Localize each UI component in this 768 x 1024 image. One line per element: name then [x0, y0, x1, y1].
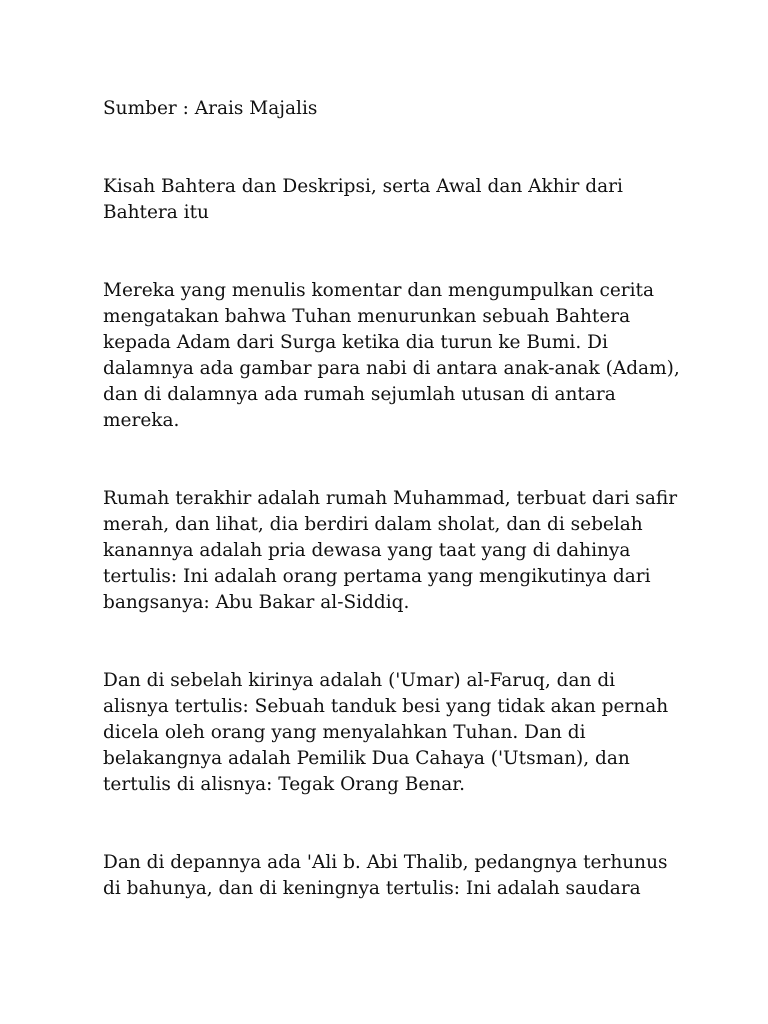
- paragraph-3: Dan di sebelah kirinya adalah ('Umar) al-Faruq, dan di alisnya tertulis: Sebuah tanduk besi yang tidak akan pernah dicela oleh orang yang menyalahkan Tuhan. Dan di belakangnya adalah Pemilik Dua Cahaya ('Utsman), dan tertulis di alisnya: Tegak Orang Benar.: [103, 670, 669, 795]
- paragraph-2: Rumah terakhir adalah rumah Muhammad, terbuat dari safir merah, dan lihat, dia berdiri dalam sholat, dan di sebelah kanannya adalah pria dewasa yang taat yang di dahinya tertulis: Ini adalah orang pertama yang mengikutinya dari bangsanya: Abu Bakar al-Siddiq.: [103, 488, 678, 613]
- paragraph-spacer: [103, 616, 683, 668]
- paragraph-spacer: [103, 226, 683, 278]
- document-title: Kisah Bahtera dan Deskripsi, serta Awal dan Akhir dari Bahtera itu: [103, 176, 623, 223]
- paragraph-1: Mereka yang menulis komentar dan mengumpulkan cerita mengatakan bahwa Tuhan menurunkan sebuah Bahtera kepada Adam dari Surga ketika dia turun ke Bumi. Di dalamnya ada gambar para nabi di antara anak-anak (Adam), dan di dalamnya ada rumah sejumlah utusan di antara mereka.: [103, 280, 680, 431]
- paragraph-spacer: [103, 798, 683, 850]
- source-line: Sumber : Arais Majalis: [103, 98, 318, 119]
- paragraph-4: Dan di depannya ada 'Ali b. Abi Thalib, pedangnya terhunus di bahunya, dan di keningnya tertulis: Ini adalah saudara: [103, 852, 668, 899]
- paragraph-spacer: [103, 434, 683, 486]
- paragraph-spacer: [103, 122, 683, 174]
- document-page: [103, 96, 683, 902]
